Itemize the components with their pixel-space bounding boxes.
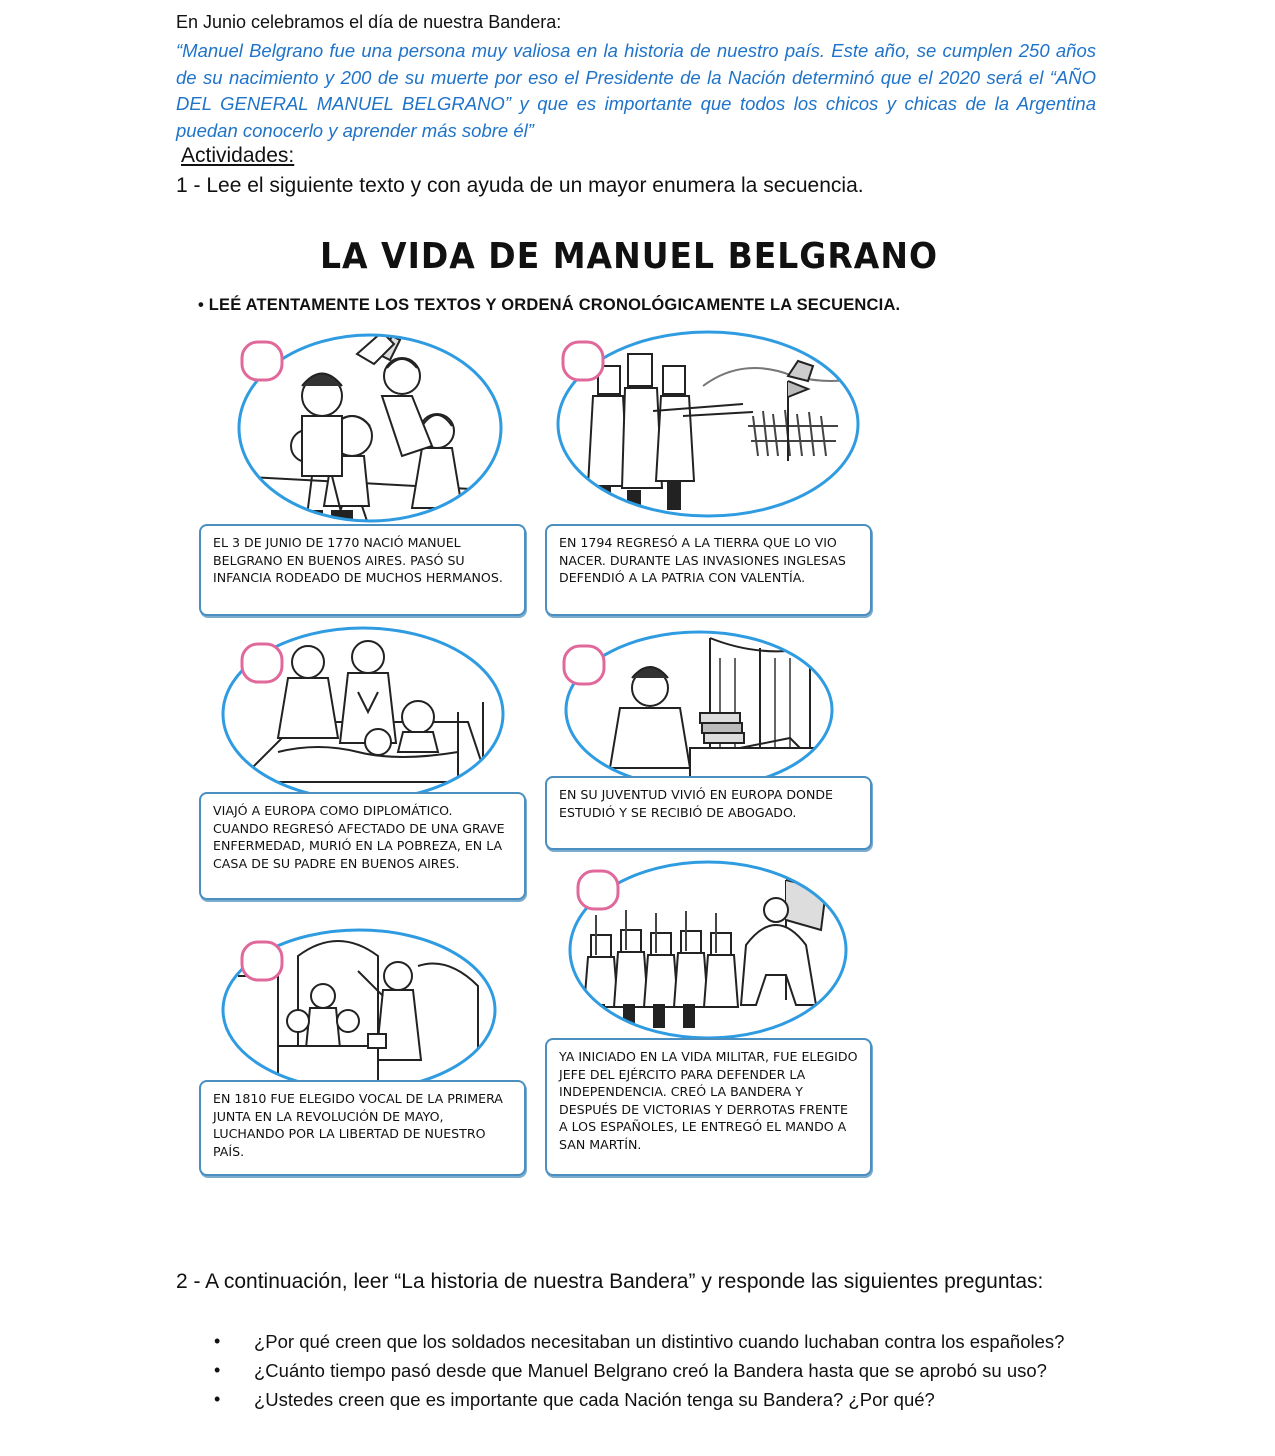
number-circle[interactable] [242, 644, 282, 682]
question-text: ¿Ustedes creen que es importante que cada Nación tenga su Bandera? ¿Por qué? [254, 1389, 935, 1410]
bullet-marker: • [214, 1360, 221, 1380]
bullet-marker: • [214, 1389, 221, 1409]
deathbed-illustration [218, 622, 508, 802]
intro-text: En Junio celebramos el día de nuestra Bandera: [176, 12, 562, 32]
number-circle[interactable] [564, 646, 604, 684]
activity-1-instruction: 1 - Lee el siguiente texto y con ayuda de un mayor enumera la secuencia. [176, 174, 864, 197]
belgrano-quote: “Manuel Belgrano fue una persona muy valiosa en la historia de nuestro país. Este año, se cumplen 250 años de su nacimiento y 200 de su muerte por eso el Presidente de la Nación determinó que el 2020 será el “AÑO DEL GENERAL MANUEL BELGRANO” y que es importante que todos los chicos y chicas de la Argentina puedan conocerlo y aprender más sobre él” [176, 40, 1096, 141]
junta-illustration [218, 926, 500, 1090]
list-item [214, 1357, 1096, 1384]
list-item [214, 1328, 1096, 1355]
children-illustration [232, 326, 508, 530]
panel-text: EL 3 DE JUNIO DE 1770 NACIÓ MANUEL BELGRANO EN BUENOS AIRES. PASÓ SU INFANCIA RODEADO DE MUCHOS HERMANOS. [199, 524, 526, 616]
question-text: ¿Por qué creen que los soldados necesitaban un distintivo cuando luchaban contra los españoles? [254, 1331, 1065, 1352]
list-item [214, 1386, 1096, 1413]
number-circle[interactable] [242, 942, 282, 980]
panel-text: EN 1794 REGRESÓ A LA TIERRA QUE LO VIO NACER. DURANTE LAS INVASIONES INGLESAS DEFENDIÓ A LA PATRIA CON VALENTÍA. [545, 524, 872, 616]
number-circle[interactable] [242, 342, 282, 380]
activity-2-instruction: 2 - A continuación, leer “La historia de nuestra Bandera” y responde las siguientes preguntas: [176, 1270, 1044, 1293]
studying-illustration [560, 628, 838, 788]
number-circle[interactable] [578, 871, 618, 909]
number-circle[interactable] [563, 342, 603, 380]
question-text: ¿Cuánto tiempo pasó desde que Manuel Belgrano creó la Bandera hasta que se aprobó su uso? [254, 1360, 1047, 1381]
panel-text: EN 1810 FUE ELEGIDO VOCAL DE LA PRIMERA JUNTA EN LA REVOLUCIÓN DE MAYO, LUCHANDO POR LA LIBERTAD DE NUESTRO PAÍS. [199, 1080, 526, 1176]
activities-heading: Actividades: [181, 144, 295, 167]
army-flag-illustration [566, 855, 850, 1045]
soldiers-battle-illustration [553, 326, 863, 522]
question-list [214, 1328, 1096, 1415]
panel-text: EN SU JUVENTUD VIVIÓ EN EUROPA DONDE ESTUDIÓ Y SE RECIBIÓ DE ABOGADO. [545, 776, 872, 850]
panel-text: YA INICIADO EN LA VIDA MILITAR, FUE ELEGIDO JEFE DEL EJÉRCITO PARA DEFENDER LA INDEPENDENCIA. CREÓ LA BANDERA Y DESPUÉS DE VICTORIAS Y DERROTAS FRENTE A LOS ESPAÑOLES, LE ENTREGÓ EL MANDO A SAN MARTÍN. [545, 1038, 872, 1176]
panel-text: VIAJÓ A EUROPA COMO DIPLOMÁTICO. CUANDO REGRESÓ AFECTADO DE UNA GRAVE ENFERMEDAD, MURIÓ EN LA POBREZA, EN LA CASA DE SU PADRE EN BUENOS AIRES. [199, 792, 526, 900]
worksheet-title: LA VIDA DE MANUEL BELGRANO [320, 234, 939, 277]
bullet-marker: • [214, 1331, 221, 1351]
worksheet-subtitle: • LEÉ ATENTAMENTE LOS TEXTOS Y ORDENÁ CRONOLÓGICAMENTE LA SECUENCIA. [198, 296, 901, 314]
